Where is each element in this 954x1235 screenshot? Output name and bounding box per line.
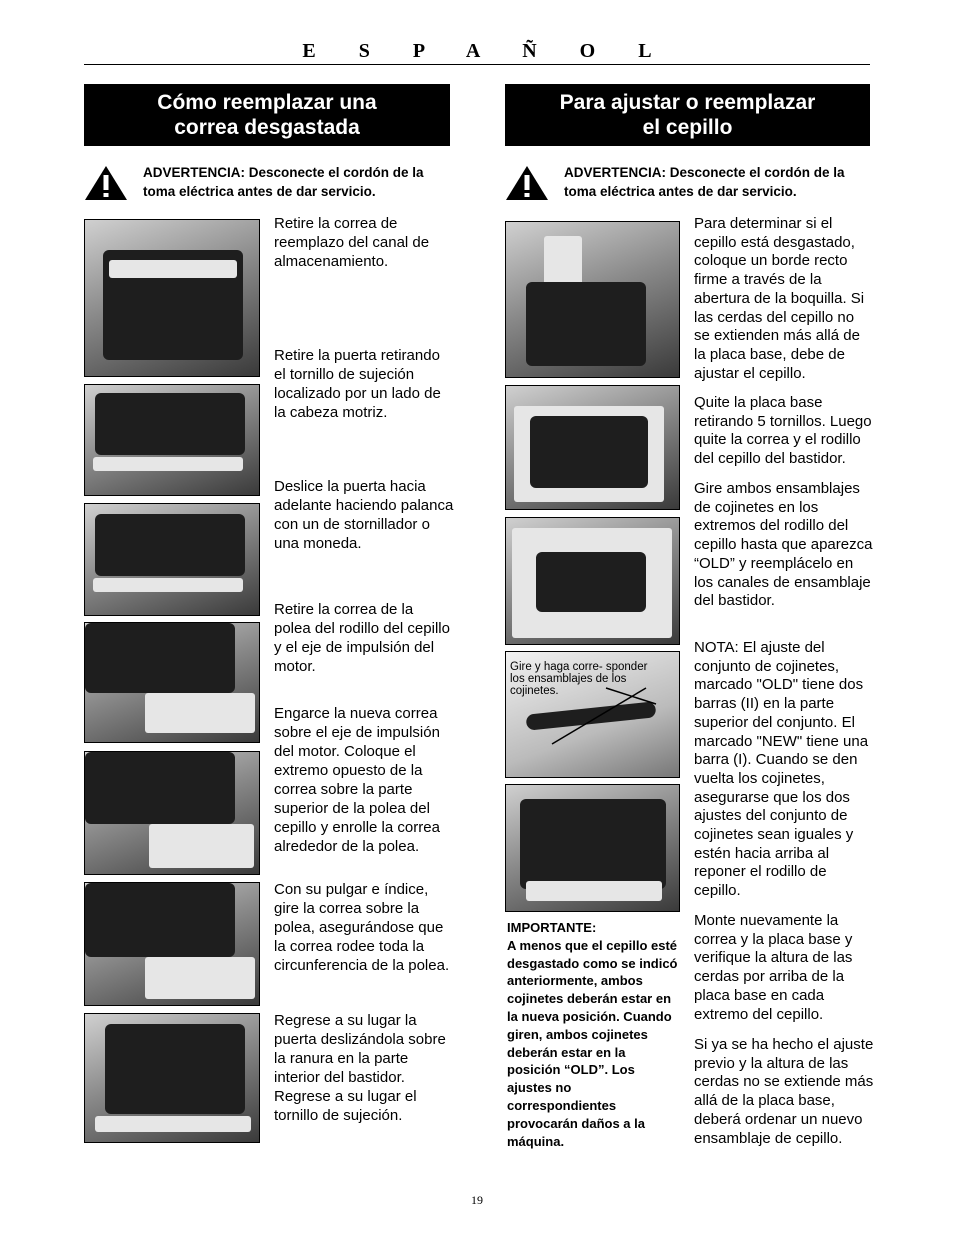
right-paragraph-5: Monte nuevamente la correa y la placa base y verifique la altura de las cerdas por arriba de la placa base en cada extremo del cepillo.	[694, 912, 853, 1023]
photo-replace-door	[84, 1013, 260, 1143]
left-step-2: Retire la puerta retirando el tornillo de sujeción localizado por un lado de la cabeza motriz.	[274, 347, 441, 421]
photo-bearings	[505, 517, 680, 645]
language-header: E S P A Ñ O L	[302, 40, 671, 62]
right-section-title	[505, 84, 870, 146]
photo-belt-storage	[84, 219, 260, 377]
photo-caption: Gire y haga corre- sponder los ensamblajes de los cojinetes.	[510, 661, 648, 697]
left-section-title	[84, 84, 450, 146]
photo-attach-belt	[84, 751, 260, 875]
left-warning-text: ADVERTENCIA: Desconecte el cordón de la toma eléctrica antes de dar servicio.	[143, 165, 424, 199]
important-note	[507, 919, 682, 1150]
right-warning	[505, 163, 875, 203]
right-paragraph-6: Si ya se ha hecho el ajuste previo y la altura de las cerdas no se extiende más allá de la placa base, deberá ordenar un nuevo ensamblaje de cepillo.	[694, 1036, 874, 1147]
left-warning	[84, 163, 454, 203]
left-step-7: Regrese a su lugar la puerta deslizándola sobre la ranura en la parte interior del bastidor. Regrese a su lugar el tornillo de sujeción.	[274, 1012, 446, 1124]
right-title-line2: el cepillo	[642, 116, 733, 139]
photo-remove-door	[84, 384, 260, 496]
left-step-3: Deslice la puerta hacia adelante haciendo palanca con un de stornillador o una moneda.	[274, 478, 454, 552]
warning-icon	[84, 165, 128, 201]
left-step-5: Engarce la nueva correa sobre el eje de impulsión del motor. Coloque el extremo opuesto de la correa sobre la parte superior de la polea del cepillo y enrolle la correa alrededor de la polea.	[274, 705, 440, 855]
photo-turn-belt	[84, 882, 260, 1006]
right-warning-text: ADVERTENCIA: Desconecte el cordón de la toma eléctrica antes de dar servicio.	[564, 165, 845, 199]
photo-slide-door	[84, 503, 260, 616]
photo-remove-base-plate	[505, 385, 680, 510]
left-step-4: Retire la correa de la polea del rodillo del cepillo y el eje de impulsión del motor.	[274, 601, 450, 675]
important-heading: IMPORTANTE:	[507, 920, 597, 935]
left-title-line2: correa desgastada	[174, 116, 360, 139]
left-step-1: Retire la correa de reemplazo del canal de almacenamiento.	[274, 215, 430, 270]
page-number: 19	[471, 1193, 483, 1207]
right-paragraph-1: Para determinar si el cepillo está desgastado, coloque un borde recto firme a través de la abertura de la boquilla. Si las cerdas del cepillo no se extienden más allá de la placa base, debe de ajustar el cepillo.	[694, 215, 865, 382]
left-title-line1: Cómo reemplazar una	[157, 91, 377, 114]
photo-reassemble	[505, 784, 680, 912]
important-text: A menos que el cepillo esté desgastado como se indicó anteriormente, ambos cojinetes deberán estar en la nueva posición. Cuando giren, ambos cojinetes deberán estar en la posición “OLD”. Los ajustes no correspondientes provocarán daños a la máquina.	[507, 937, 678, 1149]
left-step-6: Con su pulgar e índice, gire la correa sobre la polea, asegurándose que la correa rodee toda la circunferencia de la polea.	[274, 881, 450, 974]
header-rule	[84, 64, 870, 65]
warning-icon	[505, 165, 549, 201]
photo-check-bristles	[505, 221, 680, 378]
right-paragraph-4: NOTA: El ajuste del conjunto de cojinetes, marcado "OLD" tiene dos barras (II) en la parte superior del conjunto. El marcado "NEW" tiene una barra (I). Cuando se den vuelta los cojinetes, asegurarse que los dos ajustes del conjunto de cojinetes sean iguales y estén hacia arriba al reponer el rodillo de cepillo.	[694, 639, 869, 900]
right-paragraph-2: Quite la placa base retirando 5 tornillos. Luego quite la correa y el rodillo del cepillo del bastidor.	[694, 394, 872, 468]
right-paragraph-3: Gire ambos ensamblajes de cojinetes en los extremos del rodillo del cepillo hasta que aparezca “OLD” y reemplácelo en los canales de ensamblaje del bastidor.	[694, 480, 873, 610]
right-title-line1: Para ajustar o reemplazar	[559, 91, 816, 114]
photo-remove-belt	[84, 622, 260, 743]
